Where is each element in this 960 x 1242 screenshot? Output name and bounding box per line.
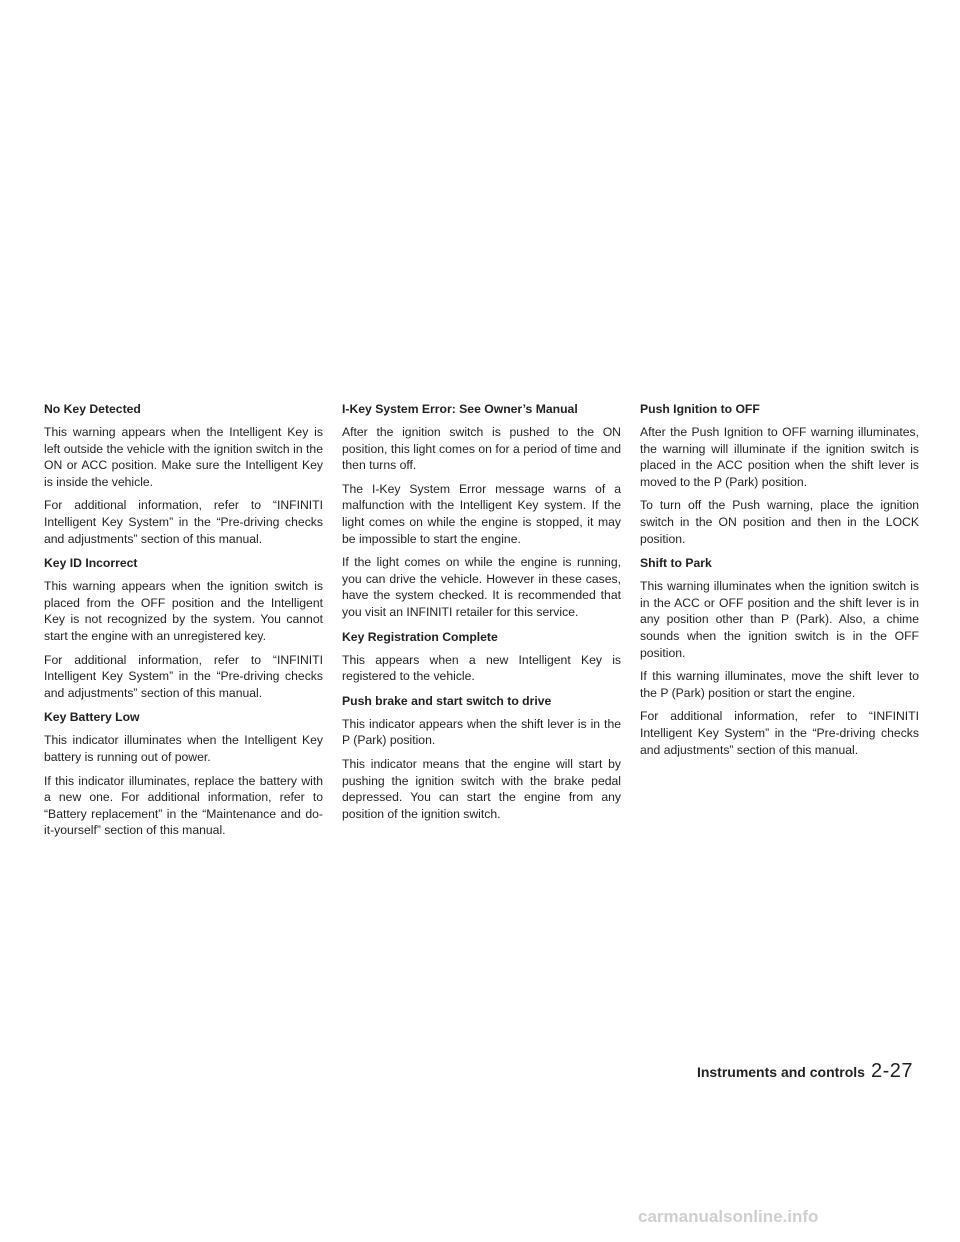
paragraph: The I-Key System Error message warns of a malfunction with the Intelligent Key system. If the light comes on while the engine is stopped, it may be impossible to start the engine. [342, 481, 621, 546]
heading-key-registration-complete: Key Registration Complete [342, 629, 498, 644]
heading-push-ignition-off: Push Ignition to OFF [640, 402, 760, 416]
page-number: 2-27 [870, 1060, 913, 1082]
paragraph: This appears when a new Intelligent Key is registered to the vehicle. [342, 652, 621, 684]
column-3 [640, 400, 919, 765]
heading-push-brake-start: Push brake and start switch to drive [342, 693, 552, 708]
paragraph: If this warning illuminates, move the shift lever to the P (Park) position or start the engine. [640, 669, 919, 700]
paragraph: For additional information, refer to “INFINITI Intelligent Key System” in the “Pre-driving checks and adjustments” section of this manual. [640, 709, 919, 757]
paragraph: After the ignition switch is pushed to the ON position, this light comes on for a period of time and then turns off. [342, 425, 621, 473]
heading-i-key-system-error: I-Key System Error: See Owner’s Manual [342, 402, 578, 416]
paragraph: This warning illuminates when the ignition switch is in the ACC or OFF position and the shift lever is in any position other than P (Park). Also, a chime sounds when the ignition switch is in the OFF position. [640, 579, 919, 660]
column-2 [342, 400, 621, 829]
paragraph: If this indicator illuminates, replace the battery with a new one. For additional information, refer to “Battery replacement” in the “Maintenance and do-it-yourself” section of this manual. [44, 773, 323, 838]
heading-shift-to-park: Shift to Park [640, 556, 712, 571]
paragraph: This indicator illuminates when the Intelligent Key battery is running out of power. [44, 733, 323, 764]
watermark: carmanualsonline.info [638, 1207, 819, 1226]
footer-section-title: Instruments and controls [696, 1064, 865, 1080]
heading-key-battery-low: Key Battery Low [44, 710, 140, 725]
paragraph: After the Push Ignition to OFF warning illuminates, the warning will illuminate if the ignition switch is placed in the ACC position when the shift lever is moved to the P (Park) position. [640, 425, 919, 489]
paragraph: To turn off the Push warning, place the ignition switch in the ON position and then in the LOCK position. [640, 498, 919, 546]
heading-no-key-detected: No Key Detected [44, 402, 141, 416]
paragraph: This indicator appears when the shift lever is in the P (Park) position. [342, 716, 621, 748]
paragraph: This warning appears when the ignition switch is placed from the OFF position and the Intelligent Key is not recognized by the system. You cannot start the engine with an unregistered key. [44, 579, 323, 643]
paragraph: If the light comes on while the engine is running, you can drive the vehicle. However in these cases, have the system checked. It is recommended that you visit an INFINITI retailer for this service. [342, 555, 621, 619]
column-1 [44, 400, 323, 846]
heading-key-id-incorrect: Key ID Incorrect [44, 556, 138, 571]
paragraph: This indicator means that the engine will start by pushing the ignition switch with the brake pedal depressed. You can start the engine from any position of the ignition switch. [342, 756, 621, 821]
page-footer [697, 1060, 913, 1083]
paragraph: For additional information, refer to “INFINITI Intelligent Key System” in the “Pre-driving checks and adjustments” section of this manual. [44, 652, 323, 700]
paragraph: This warning appears when the Intelligent Key is left outside the vehicle with the ignition switch in the ON or ACC position. Make sure the Intelligent Key is inside the vehicle. [44, 425, 323, 489]
paragraph: For additional information, refer to “INFINITI Intelligent Key System” in the “Pre-driving checks and adjustments” section of this manual. [44, 498, 323, 546]
